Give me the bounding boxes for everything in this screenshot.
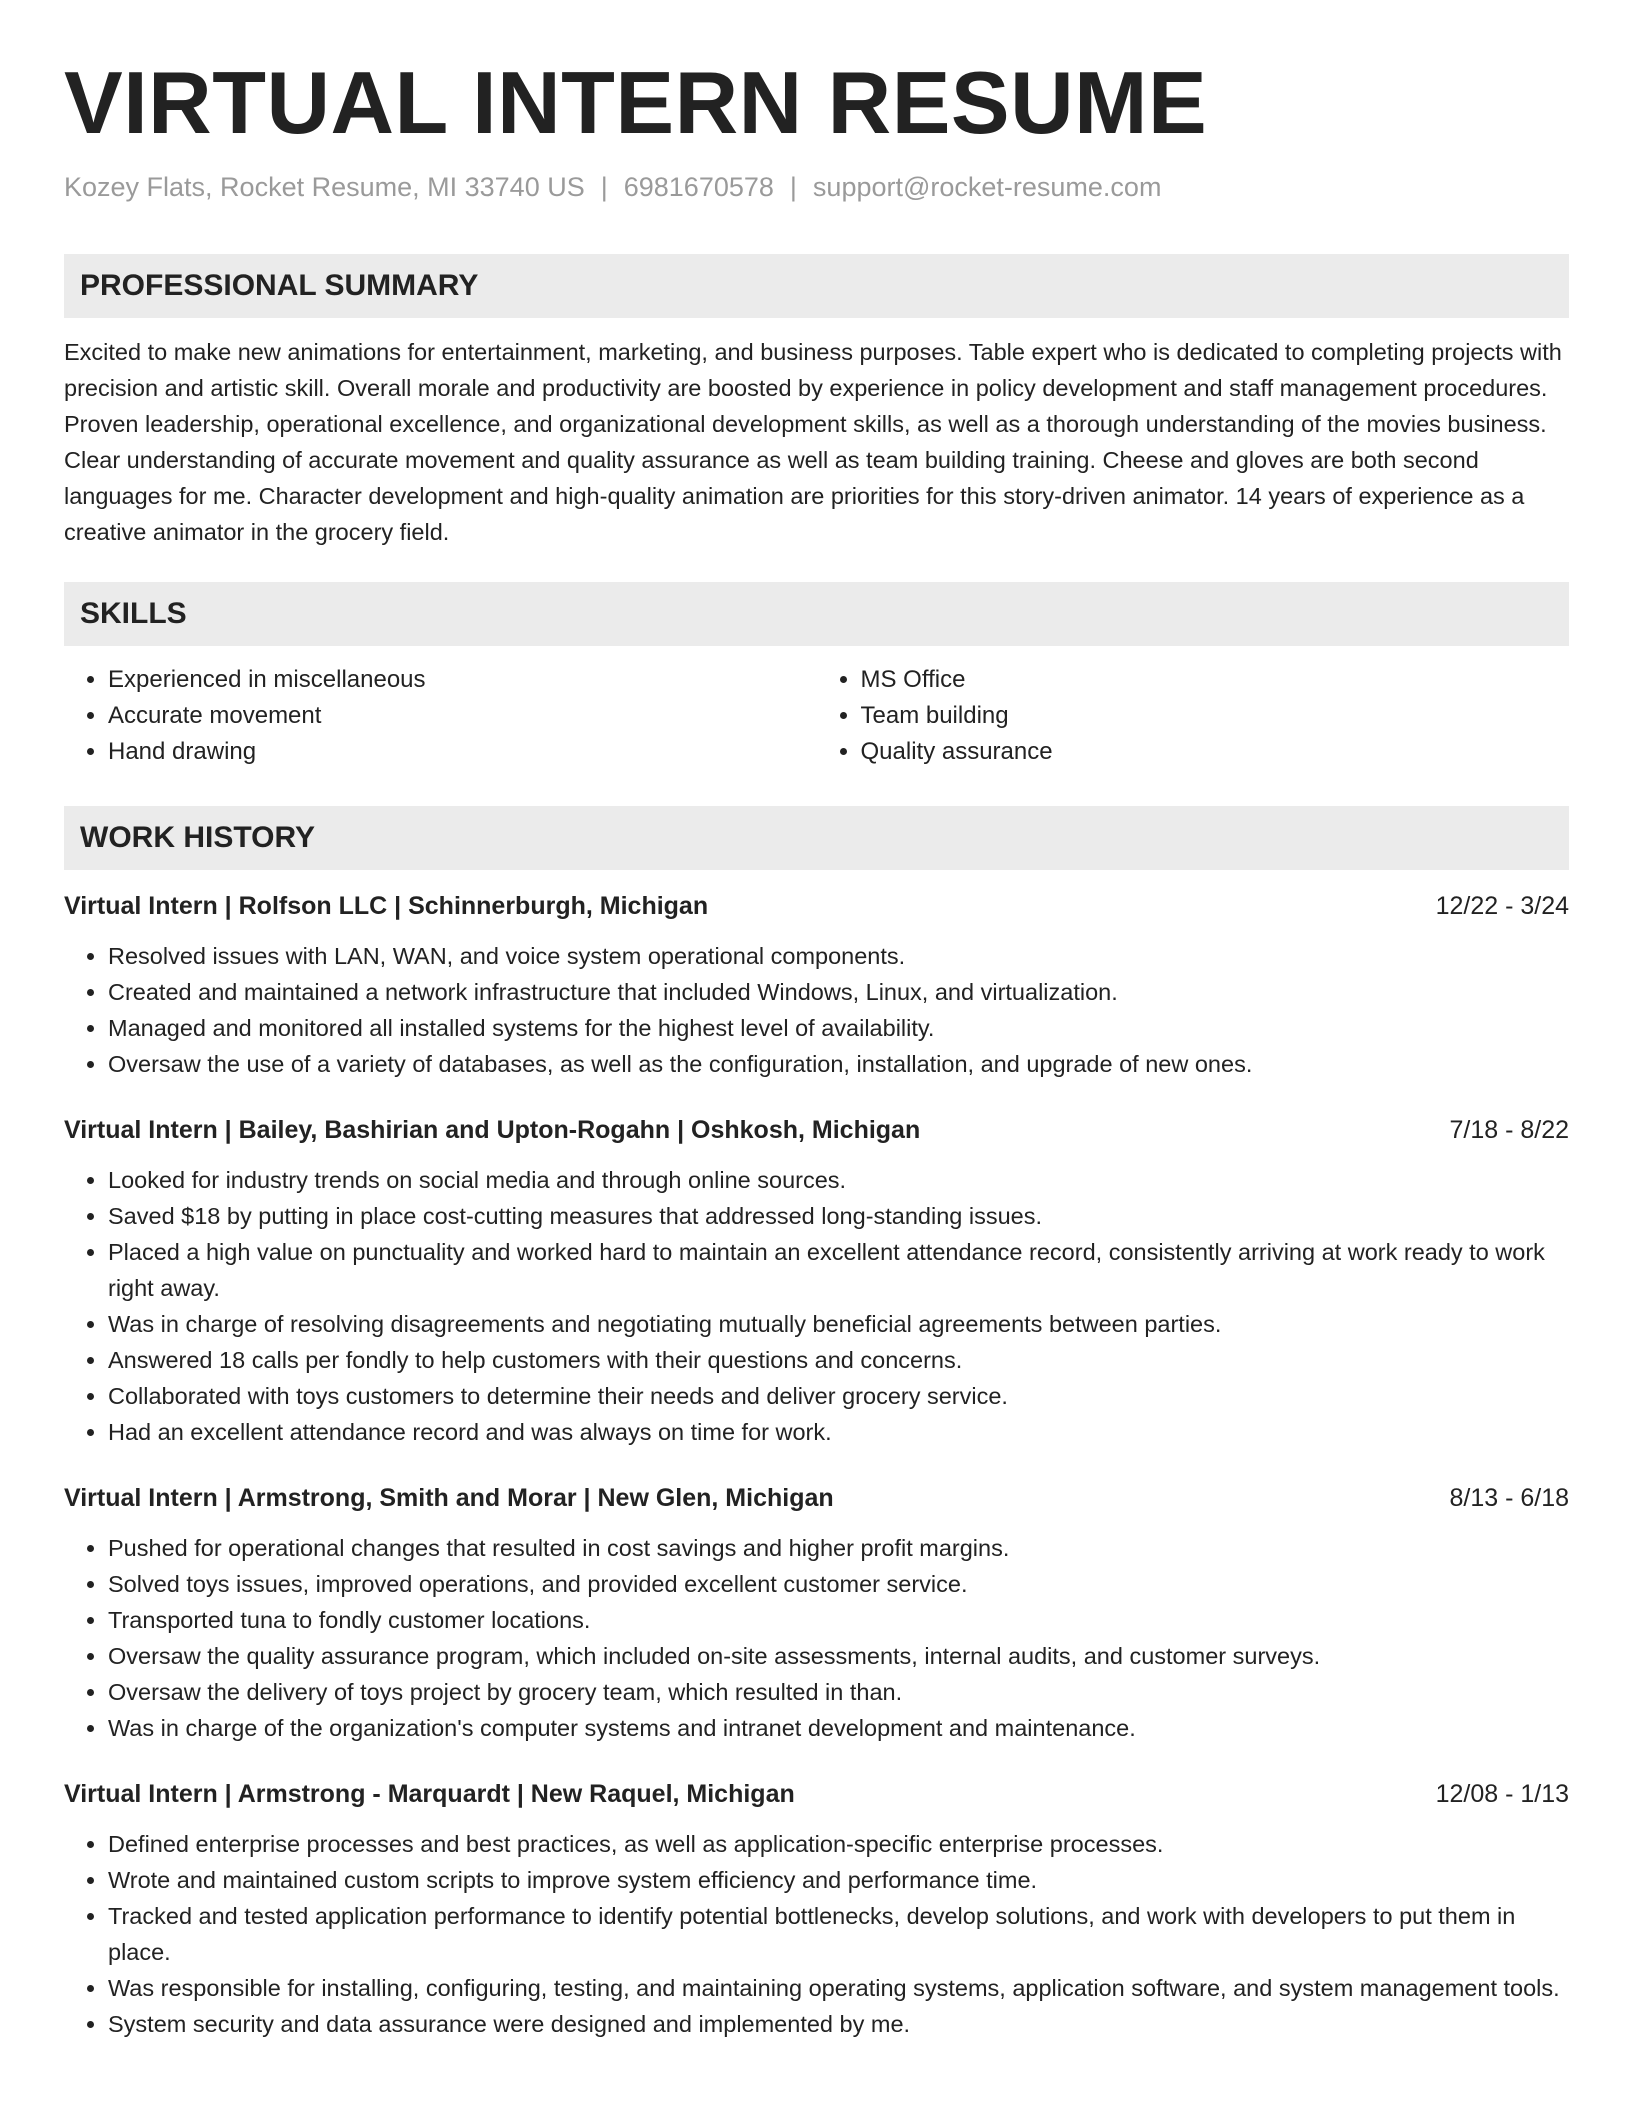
- job-bullet: • Was responsible for installing, configuring, testing, and maintaining operating systems, application software, and system management tools.: [108, 1970, 1569, 2006]
- job-entry: [64, 888, 1569, 1082]
- contact-email: support@rocket-resume.com: [812, 172, 1162, 202]
- job-bullet: • Solved toys issues, improved operations, and provided excellent customer service.: [108, 1566, 1569, 1602]
- job-bullets: [64, 1826, 1569, 2042]
- contact-separator: |: [600, 172, 608, 202]
- job-title: Virtual Intern | Armstrong, Smith and Morar | New Glen, Michigan: [64, 1484, 834, 1512]
- skill-item: • Team building: [861, 698, 1570, 734]
- skills-list: [64, 662, 1569, 770]
- section-header-skills: SKILLS: [64, 582, 1569, 646]
- job-bullet: • Was in charge of the organization's computer systems and intranet development and maintenance.: [108, 1710, 1569, 1746]
- job-bullet: • Oversaw the use of a variety of databases, as well as the configuration, installation, and upgrade of new ones.: [108, 1046, 1569, 1082]
- skill-item: • Hand drawing: [108, 734, 817, 770]
- job-bullet: • Saved $18 by putting in place cost-cutting measures that addressed long-standing issues.: [108, 1198, 1569, 1234]
- job-bullet: • Collaborated with toys customers to determine their needs and deliver grocery service.: [108, 1378, 1569, 1414]
- job-bullet: • Had an excellent attendance record and was always on time for work.: [108, 1414, 1569, 1450]
- job-header: [64, 1776, 1569, 1812]
- contact-separator: |: [789, 172, 797, 202]
- job-bullet: • System security and data assurance were designed and implemented by me.: [108, 2006, 1569, 2042]
- contact-phone: 6981670578: [623, 172, 774, 202]
- job-bullet: • Oversaw the quality assurance program, which included on-site assessments, internal audits, and customer surveys.: [108, 1638, 1569, 1674]
- job-header: [64, 1480, 1569, 1516]
- job-bullet: • Managed and monitored all installed systems for the highest level of availability.: [108, 1010, 1569, 1046]
- job-bullet: • Wrote and maintained custom scripts to improve system efficiency and performance time.: [108, 1862, 1569, 1898]
- skill-item: • Accurate movement: [108, 698, 817, 734]
- job-bullet: • Resolved issues with LAN, WAN, and voice system operational components.: [108, 938, 1569, 974]
- job-dates: 12/08 - 1/13: [1435, 1780, 1569, 1808]
- job-bullet: • Tracked and tested application performance to identify potential bottlenecks, develop solutions, and work with developers to put them in place.: [108, 1898, 1569, 1970]
- contact-address: Kozey Flats, Rocket Resume, MI 33740 US: [64, 172, 585, 202]
- job-header: [64, 1112, 1569, 1148]
- job-title: Virtual Intern | Rolfson LLC | Schinnerburgh, Michigan: [64, 892, 709, 920]
- job-dates: 7/18 - 8/22: [1449, 1116, 1569, 1144]
- job-bullet: • Transported tuna to fondly customer locations.: [108, 1602, 1569, 1638]
- job-bullet: • Defined enterprise processes and best practices, as well as application-specific enterprise processes.: [108, 1826, 1569, 1862]
- skill-item: • Quality assurance: [861, 734, 1570, 770]
- job-bullet: • Pushed for operational changes that resulted in cost savings and higher profit margins.: [108, 1530, 1569, 1566]
- job-bullets: [64, 1530, 1569, 1746]
- job-bullet: • Looked for industry trends on social media and through online sources.: [108, 1162, 1569, 1198]
- job-bullet: • Answered 18 calls per fondly to help customers with their questions and concerns.: [108, 1342, 1569, 1378]
- job-title: Virtual Intern | Bailey, Bashirian and Upton-Rogahn | Oshkosh, Michigan: [64, 1116, 921, 1144]
- job-bullets: [64, 938, 1569, 1082]
- job-bullets: [64, 1162, 1569, 1450]
- job-header: [64, 888, 1569, 924]
- job-bullet: • Was in charge of resolving disagreements and negotiating mutually beneficial agreements between parties.: [108, 1306, 1569, 1342]
- job-entry: [64, 1776, 1569, 2042]
- skill-item: • MS Office: [861, 662, 1570, 698]
- section-header-work-history: WORK HISTORY: [64, 806, 1569, 870]
- skill-item: • Experienced in miscellaneous: [108, 662, 817, 698]
- contact-line: [64, 170, 1569, 204]
- job-entry: [64, 1112, 1569, 1450]
- job-bullet: • Placed a high value on punctuality and worked hard to maintain an excellent attendance record, consistently arriving at work ready to work right away.: [108, 1234, 1569, 1306]
- job-dates: 12/22 - 3/24: [1435, 892, 1569, 920]
- skills-column-right: [817, 662, 1570, 770]
- skills-column-left: [64, 662, 817, 770]
- job-bullet: • Created and maintained a network infrastructure that included Windows, Linux, and virtualization.: [108, 974, 1569, 1010]
- job-bullet: • Oversaw the delivery of toys project by grocery team, which resulted in than.: [108, 1674, 1569, 1710]
- job-title: Virtual Intern | Armstrong - Marquardt | New Raquel, Michigan: [64, 1780, 795, 1808]
- resume-title: VIRTUAL INTERN RESUME: [64, 53, 1208, 152]
- job-entry: [64, 1480, 1569, 1746]
- section-header-summary: PROFESSIONAL SUMMARY: [64, 254, 1569, 318]
- job-dates: 8/13 - 6/18: [1449, 1484, 1569, 1512]
- summary-text: Excited to make new animations for entertainment, marketing, and business purposes. Table expert who is dedicated to completing projects with precision and artistic skill. Overall morale and productivity are boosted by experience in policy development and staff management procedures. Proven leadership, operational excellence, and organizational development skills, as well as a thorough understanding of the movies business. Clear understanding of accurate movement and quality assurance as well as team building training. Cheese and gloves are both second languages for me. Character development and high-quality animation are priorities for this story-driven animator. 14 years of experience as a creative animator in the grocery field.: [64, 339, 1562, 545]
